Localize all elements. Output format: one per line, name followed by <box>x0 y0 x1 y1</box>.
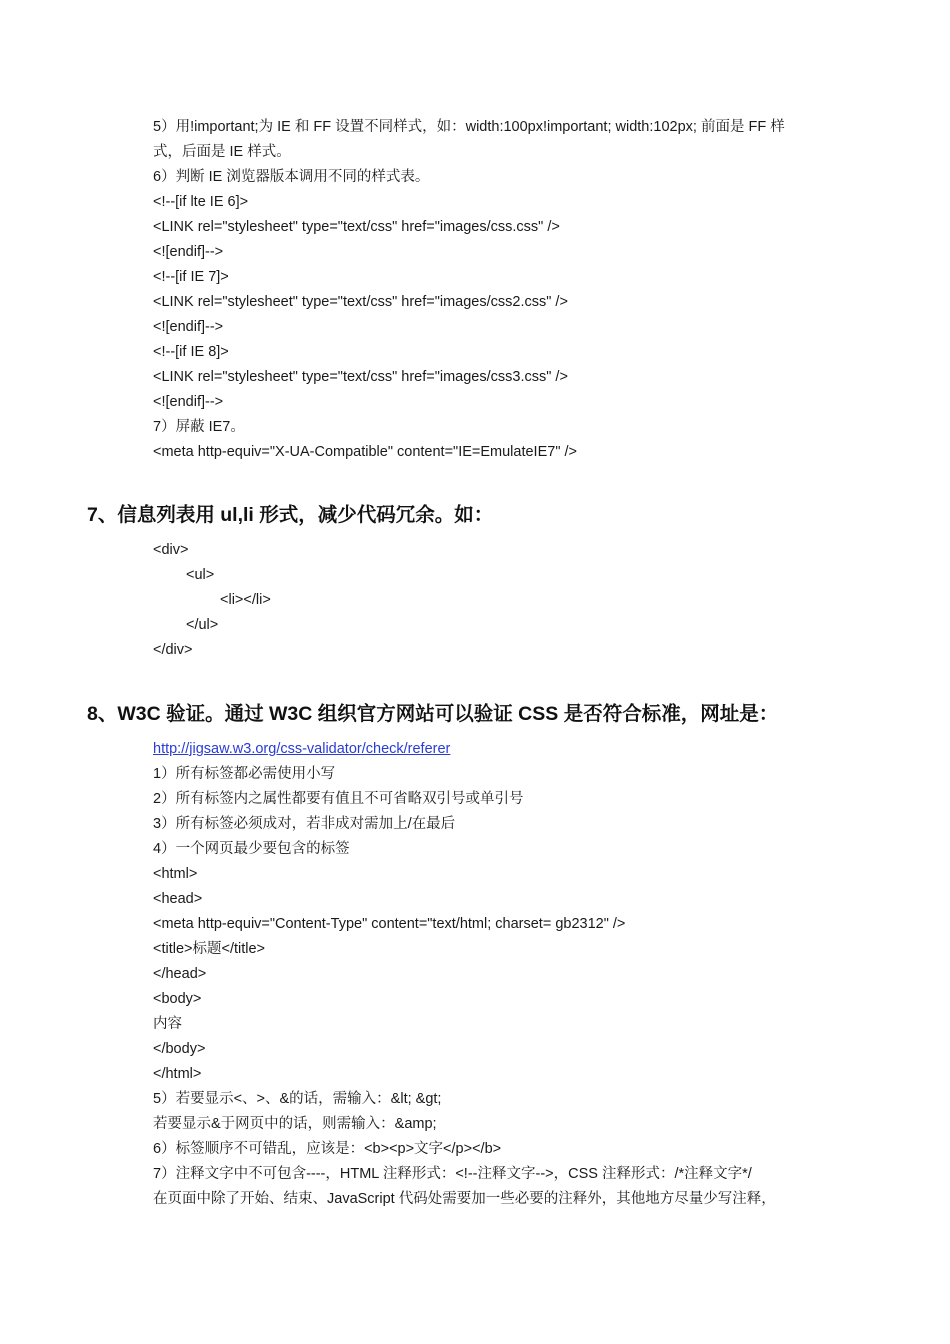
text-line: 2）所有标签内之属性都要有值且不可省略双引号或单引号 <box>153 791 524 807</box>
code-line: <ul> <box>186 567 215 583</box>
text-line: 在页面中除了开始、结束、JavaScript 代码处需要加一些必要的注释外，其他地方尽量少写注释， <box>153 1191 776 1207</box>
code-line: <![endif]--> <box>153 394 224 410</box>
code-line: <div> <box>153 542 189 558</box>
text-line: 若要显示&于网页中的话，则需输入：&amp; <box>153 1116 437 1132</box>
validator-link[interactable]: http://jigsaw.w3.org/css-validator/check/referer <box>153 741 451 757</box>
code-line: </div> <box>153 642 193 658</box>
code-line: <LINK rel="stylesheet" type="text/css" href="images/css3.css" /> <box>153 369 568 385</box>
code-line: </body> <box>153 1041 206 1057</box>
code-line: <html> <box>153 866 198 882</box>
code-line: <!--[if IE 8]> <box>153 344 229 360</box>
code-line: <meta http-equiv="Content-Type" content="text/html; charset= gb2312" /> <box>153 916 626 932</box>
code-line: <!--[if IE 7]> <box>153 269 229 285</box>
code-line: <LINK rel="stylesheet" type="text/css" href="images/css.css" /> <box>153 219 560 235</box>
section-7-heading: 7、信息列表用 ul,li 形式，减少代码冗余。如： <box>87 504 494 526</box>
code-line: <![endif]--> <box>153 319 224 335</box>
code-line: <LINK rel="stylesheet" type="text/css" href="images/css2.css" /> <box>153 294 568 310</box>
text-line: 3）所有标签必须成对，若非成对需加上/在最后 <box>153 816 456 832</box>
code-line: </ul> <box>186 617 219 633</box>
code-line: <li></li> <box>220 592 271 608</box>
text-line: 内容 <box>153 1016 182 1032</box>
section-8-heading: 8、W3C 验证。通过 W3C 组织官方网站可以验证 CSS 是否符合标准，网址是： <box>87 703 779 725</box>
section-7-code <box>153 538 873 663</box>
text-line: 7）屏蔽 IE7。 <box>153 419 245 435</box>
code-line: <!--[if lte IE 6]> <box>153 194 249 210</box>
code-line: <body> <box>153 991 202 1007</box>
text-line: 6）标签顺序不可错乱，应该是：<b><p>文字</p></b> <box>153 1141 502 1157</box>
code-line: </html> <box>153 1066 202 1082</box>
text-line: 6）判断 IE 浏览器版本调用不同的样式表。 <box>153 169 430 185</box>
text-line: 式，后面是 IE 样式。 <box>153 144 291 160</box>
code-line: </head> <box>153 966 207 982</box>
code-line: <![endif]--> <box>153 244 224 260</box>
text-line: 7）注释文字中不可包含----，HTML 注释形式：<!--注释文字-->，CSS 注释形式：/*注释文字*/ <box>153 1166 752 1182</box>
section-8-text <box>153 737 873 1212</box>
code-line: <meta http-equiv="X-UA-Compatible" content="IE=EmulateIE7" /> <box>153 444 577 460</box>
text-line: 4）一个网页最少要包含的标签 <box>153 841 350 857</box>
text-line: 5）若要显示<、>、&的话，需输入：&lt; &gt; <box>153 1091 442 1107</box>
code-line: <title>标题</title> <box>153 941 266 957</box>
text-line: 1）所有标签都必需使用小写 <box>153 766 336 782</box>
text-line: 5）用!important;为 IE 和 FF 设置不同样式，如：width:100px!important; width:102px; 前面是 FF 样 <box>153 119 785 135</box>
code-line: <head> <box>153 891 203 907</box>
section-top-text <box>153 115 873 465</box>
